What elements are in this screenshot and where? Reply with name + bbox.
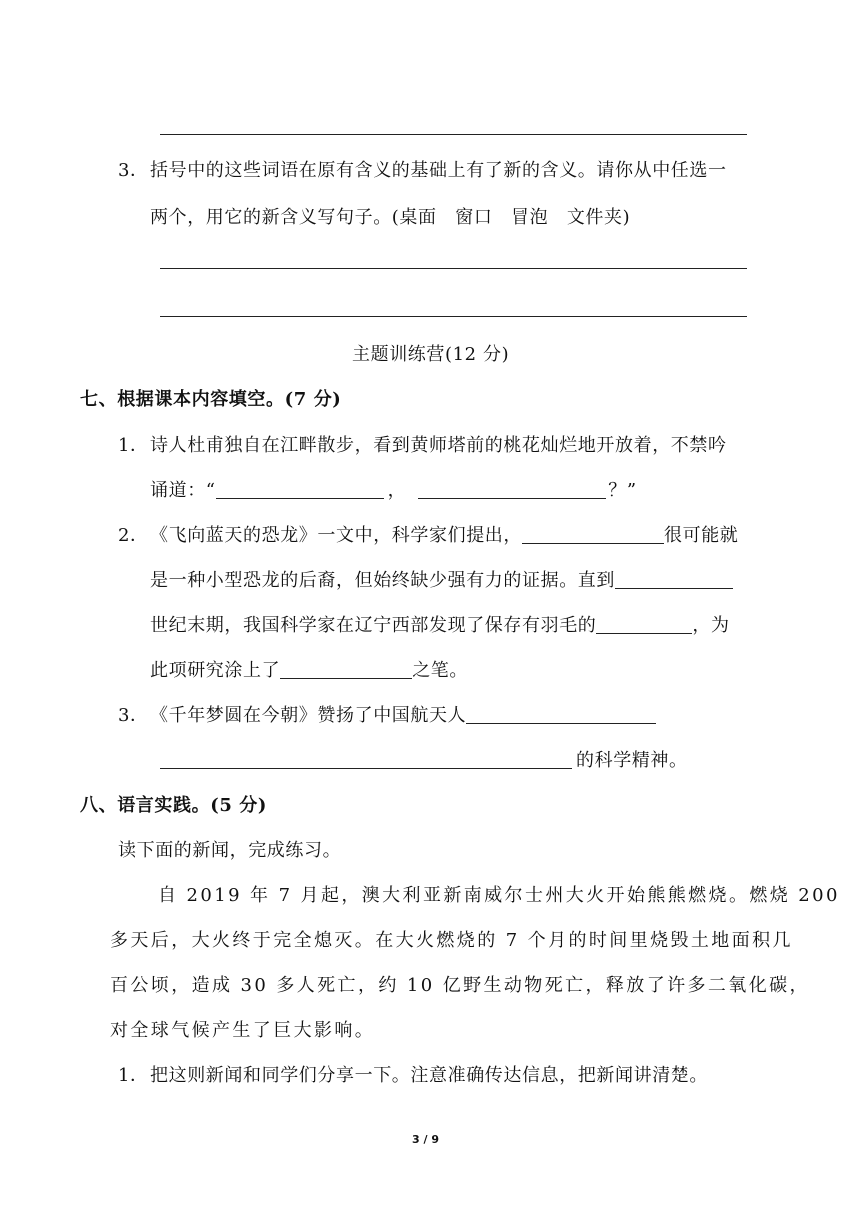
q7-item1-line1: 诗人杜甫独自在江畔散步，看到黄师塔前的桃花灿烂地开放着，不禁吟	[150, 435, 727, 456]
q6-item3-line1: 括号中的这些词语在原有含义的基础上有了新的含义。请你从中任选一	[150, 160, 727, 181]
q8-item1-text: 把这则新闻和同学们分享一下。注意准确传达信息，把新闻讲清楚。	[150, 1065, 708, 1086]
q7-item1-prefix: 诵道：“	[150, 480, 216, 501]
q7-item3-line2	[160, 748, 688, 774]
q6-item3-line2: 两个，用它的新含义写句子。(桌面 窗口 冒泡 文件夹)	[150, 207, 631, 228]
q7-item2-number: 2．	[118, 525, 149, 546]
q8-intro: 读下面的新闻，完成练习。	[118, 840, 342, 861]
q7-item1-suffix: ？”	[608, 480, 637, 501]
q7-heading: 七、根据课本内容填空。(7 分)	[80, 389, 342, 410]
blank-q7-1a[interactable]	[216, 478, 384, 499]
q7-item2-line2	[150, 568, 733, 594]
q7-item2-line1	[150, 523, 738, 549]
q7-item3-suffix: 的科学精神。	[576, 750, 688, 771]
q8-heading: 八、语言实践。(5 分)	[80, 795, 268, 816]
q7-item2-text4a: 此项研究涂上了	[150, 660, 281, 681]
q7-item2-text4b: 之笔。	[412, 660, 469, 681]
q8-item1-number: 1．	[118, 1065, 149, 1086]
blank-q7-3b[interactable]	[160, 748, 572, 769]
blank-q7-2c[interactable]	[596, 613, 692, 634]
blank-q7-2a[interactable]	[522, 523, 664, 544]
q7-item3-text1: 《千年梦圆在今朝》赞扬了中国航天人	[150, 705, 467, 726]
q7-item3-line1	[150, 703, 656, 729]
q6-item3-number: 3．	[118, 160, 149, 181]
q7-item2-line3	[150, 613, 730, 639]
q7-item1-line2	[150, 478, 637, 504]
news-line-4: 对全球气候产生了巨大影响。	[110, 1020, 376, 1041]
news-line-2: 多天后，大火终于完全熄灭。在大火燃烧的 7 个月的时间里烧毁土地面积几	[110, 930, 793, 951]
page-number: 3 / 9	[412, 1133, 439, 1146]
section-title: 主题训练营(12 分)	[352, 344, 510, 365]
blank-q7-2b[interactable]	[615, 568, 733, 589]
news-line-1: 自 2019 年 7 月起，澳大利亚新南威尔士州大火开始熊熊燃烧。燃烧 200	[158, 885, 840, 906]
blank-q7-2d[interactable]	[280, 658, 412, 679]
answer-line-top[interactable]	[160, 134, 747, 135]
q7-item2-text2: 是一种小型恐龙的后裔，但始终缺少强有力的证据。直到	[150, 570, 615, 591]
q7-item3-number: 3．	[118, 705, 149, 726]
blank-q7-1b[interactable]	[418, 478, 606, 499]
answer-line-1[interactable]	[160, 268, 747, 269]
q7-item2-text1b: 很可能就	[664, 525, 739, 546]
q7-item1-number: 1．	[118, 435, 149, 456]
answer-line-2[interactable]	[160, 316, 747, 317]
news-line-3: 百公顷，造成 30 多人死亡，约 10 亿野生动物死亡，释放了许多二氧化碳，	[110, 975, 810, 996]
q7-item2-line4	[150, 658, 468, 684]
blank-q7-3a[interactable]	[466, 703, 656, 724]
q7-item2-text3b: ，为	[692, 615, 730, 636]
q7-item1-sep: ，	[387, 480, 407, 501]
q7-item2-text3a: 世纪末期，我国科学家在辽宁西部发现了保存有羽毛的	[150, 615, 597, 636]
q7-item2-text1a: 《飞向蓝天的恐龙》一文中，科学家们提出，	[150, 525, 522, 546]
